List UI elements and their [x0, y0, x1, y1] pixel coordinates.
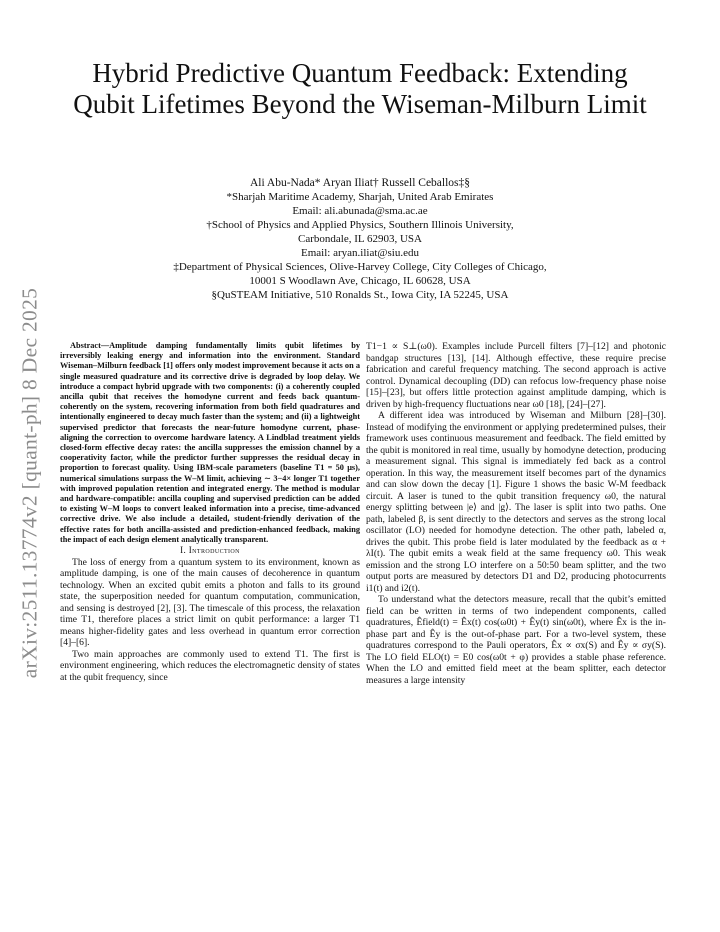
- paper-title: Hybrid Predictive Quantum Feedback: Extending Qubit Lifetimes Beyond the Wiseman-Milburn Limit: [73, 58, 647, 119]
- affiliation-line: 10001 S Woodlawn Ave, Chicago, IL 60628, USA: [249, 275, 471, 287]
- abstract: Abstract—Amplitude damping fundamentally limits qubit lifetimes by irreversibly leaking energy and information into the environment. Standard Wiseman–Milburn feedback [1] offers only modest improvement because it acts on a single measured quadrature and its corrective drive is degraded by loop delay. We introduce a compact hybrid upgrade with two components: (i) a coherently coupled ancilla qubit that receives the homodyne current and feeds back quantum-coherently on the system, recovering information from both field quadratures and intentionally engineered to decay much faster than the system; and (ii) a lightweight supervised predictor that forecasts the near-future homodyne current, phase-aligning the correction to overcome hardware latency. A Lindblad treatment yields closed-form effective decay rates: the ancilla suppresses the emission channel by a cooperativity factor, while the predictor further suppresses the residual decay in proportion to forecast quality. Using IBM-scale parameters (baseline T1 = 50 μs), numerical simulations surpass the W–M limit, achieving ∼ 3−4× longer T1 together with improved population retention and integrated energy. The method is modular and hardware-compatible: ancilla coupling and supervised prediction can be added to existing W–M loops to convert leaked information into a precise, time-advanced corrective drive. We also include a detailed, student-friendly derivation of the effective rates for both ancilla-assisted and prediction-enhanced feedback, making the impact of each design element analytically transparent.: [60, 341, 360, 544]
- left-column: [60, 341, 360, 683]
- author-block: [80, 176, 640, 302]
- affiliation-line: §QuSTEAM Initiative, 510 Ronalds St., Iowa City, IA 52245, USA: [211, 289, 509, 301]
- section-heading: I. Introduction: [180, 545, 240, 556]
- right-column: [366, 341, 666, 686]
- affiliation-line: Email: ali.abunada@sma.ac.ae: [292, 205, 428, 217]
- affiliation-line: ‡Department of Physical Sciences, Olive-Harvey College, City Colleges of Chicago,: [173, 261, 547, 273]
- affiliation-line: Email: aryan.iliat@siu.edu: [301, 247, 419, 259]
- body-paragraph: The loss of energy from a quantum system to its environment, known as amplitude damping, is one of the main causes of decoherence in quantum technology. When an excited qubit emits a photon and falls to its ground state, the superposition needed for quantum computation, communication, and sensing is destroyed [2], [3]. The timescale of this process, the relaxation time T1, therefore places a strict limit on qubit performance: a larger T1 means higher-fidelity gates and less overhead in quantum error correction [4]–[6].: [60, 556, 360, 649]
- arxiv-identifier: [10, 248, 50, 718]
- arxiv-identifier-text: arXiv:2511.13774v2 [quant-ph] 8 Dec 2025: [17, 287, 42, 679]
- body-paragraph: Two main approaches are commonly used to extend T1. The first is environment engineering, which reduces the electromagnetic density of states at the qubit frequency, since: [60, 648, 360, 683]
- affiliation-line: Carbondale, IL 62903, USA: [298, 233, 422, 245]
- affiliation-line: †School of Physics and Applied Physics, Southern Illinois University,: [206, 219, 514, 231]
- body-paragraph: T1−1 ∝ S⊥(ω0). Examples include Purcell filters [7]–[12] and photonic bandgap structures [13], [14]. Although effective, these require precise fabrication and careful frequency matching. The second approach is active control. Dynamical decoupling (DD) can refocus low-frequency phase noise [15]–[23], but offers little protection against amplitude damping, which is driven by high-frequency fluctuations near ω0 [18], [24]–[27].: [366, 341, 666, 410]
- author-names: Ali Abu-Nada* Aryan Iliat† Russell Ceballos‡§: [249, 177, 471, 189]
- affiliation-line: *Sharjah Maritime Academy, Sharjah, United Arab Emirates: [226, 191, 494, 203]
- body-paragraph: To understand what the detectors measure, recall that the qubit’s emitted field can be written in terms of two independent components, called quadratures, Êfield(t) = Êx(t) cos(ω0t) + Êy(t) sin(ω0t), where Êx is the in-phase part and Êy is the out-of-phase part. For a two-level system, these quadratures correspond to the Pauli operators, Êx ∝ σx(S) and Êy ∝ σy(S). The LO field ELO(t) = E0 cos(ω0t + φ) provides a stable phase reference. When the LO and emitted field meet at the beam splitter, each detector measures a large intensity: [366, 594, 666, 686]
- body-paragraph: A different idea was introduced by Wiseman and Milburn [28]–[30]. Instead of modifying the environment or applying predetermined pulses, their framework uses continuous measurement and feedback. The field emitted by the qubit is monitored in real time, usually by homodyne detection, producing a measurement signal. This signal is immediately fed back as a control operation. In this way, the measurement itself becomes part of the dynamics and can slow down the decay [1]. Figure 1 shows the basic W-M feedback circuit. A laser is tuned to the qubit transition frequency ω0, the natural energy splitting between |e⟩ and |g⟩. The laser is split into two paths. One path, labeled β, is sent directly to the detectors and serves as the strong local oscillator (LO) needed for homodyne detection. The other path, labeled α, drives the qubit. This probe field is later modulated by the feedback as α + λI(t). The qubit emits a weak field at the same frequency ω0. This weak emission and the strong LO interfere on a 50:50 beam splitter, and the two output ports are measured by detectors D1 and D2, producing photocurrents i1(t) and i2(t).: [366, 410, 666, 594]
